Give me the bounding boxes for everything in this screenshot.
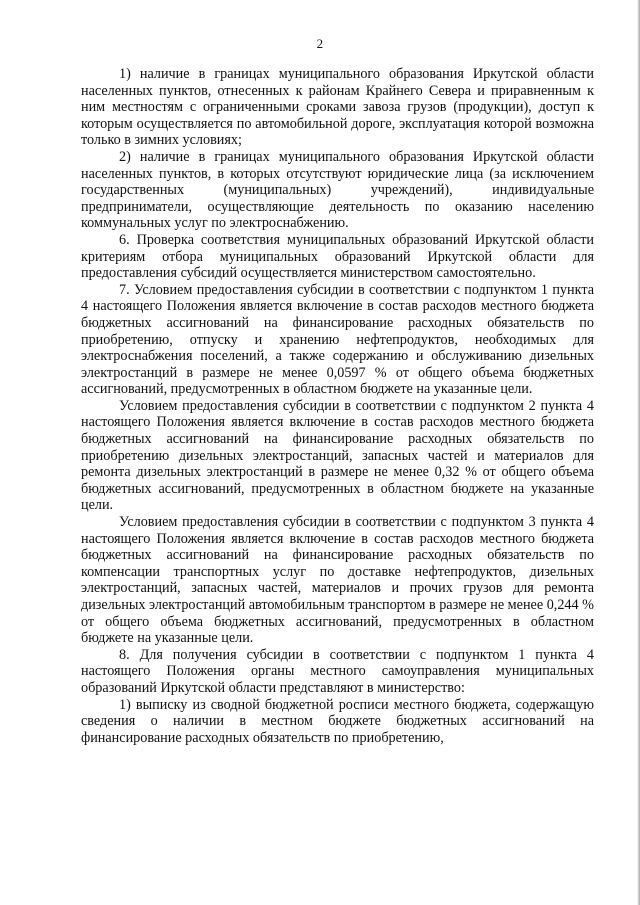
paragraph-criterion-1: 1) наличие в границах муниципального образования Иркутской области населенных пунктов, отнесенных к районам Крайнего Севера и приравненным к ним местностям с ограниченными сроками завоза грузов (продукции), доступ к которым осуществляется по автомобильной дороге, эксплуатация которой возможна только в зимних условиях; <box>81 66 594 149</box>
page-number: 2 <box>316 36 324 51</box>
paragraph-8-documents: 8. Для получения субсидии в соответствии с подпунктом 1 пункта 4 настоящего Положения органы местного самоуправления муниципальных образований Иркутской области представляют в министерство: <box>81 646 594 696</box>
paragraph-6-verification: 6. Проверка соответствия муниципальных образований Иркутской области критериям отбора муниципальных образований Иркутской области для предоставления субсидий осуществляется министерством самостоятельно. <box>81 231 594 282</box>
paragraph-7-condition-2: Условием предоставления субсидии в соответствии с подпунктом 2 пункта 4 настоящего Положения является включение в состав расходов местного бюджета бюджетных ассигнований на финансирование расходных обязательств по приобретению дизельных электростанций, запасных частей и материалов для ремонта дизельных электростанций в размере не менее 0,32 % от общего объема бюджетных ассигнований, предусмотренных в областном бюджете на указанные цели. <box>81 397 594 514</box>
paragraph-7-condition-1: 7. Условием предоставления субсидии в соответствии с подпунктом 1 пункта 4 настоящего Положения является включение в состав расходов местного бюджета бюджетных ассигнований на финансирование расходных обязательств по приобретению, отпуску и хранению нефтепродуктов, необходимых для электроснабжения поселений, а также содержанию и обслуживанию дизельных электростанций в размере не менее 0,0597 % от общего объема бюджетных ассигнований, предусмотренных в областном бюджете на указанные цели. <box>81 281 594 398</box>
paragraph-criterion-2: 2) наличие в границах муниципального образования Иркутской области населенных пунктов, в которых отсутствуют юридические лица (за исключением государственных (муниципальных) учреждений), индивидуальные предприниматели, осуществляющие деятельность по оказанию населению коммунальных услуг по электроснабжению. <box>81 148 594 232</box>
paragraph-7-condition-3: Условием предоставления субсидии в соответствии с подпунктом 3 пункта 4 настоящего Положения является включение в состав расходов местного бюджета бюджетных ассигнований на финансирование расходных обязательств по компенсации транспортных услуг по доставке нефтепродуктов, дизельных электростанций, запасных частей, материалов и прочих грузов для ремонта дизельных электростанций автомобильным транспортом в размере не менее 0,244 % от общего объема бюджетных ассигнований, предусмотренных в областном бюджете на указанные цели. <box>81 514 594 647</box>
document-body <box>81 66 594 746</box>
paragraph-8-item-1: 1) выписку из сводной бюджетной росписи местного бюджета, содержащую сведения о наличии в местном бюджете бюджетных ассигнований на финансирование расходных обязательств по приобретению, <box>81 696 594 746</box>
